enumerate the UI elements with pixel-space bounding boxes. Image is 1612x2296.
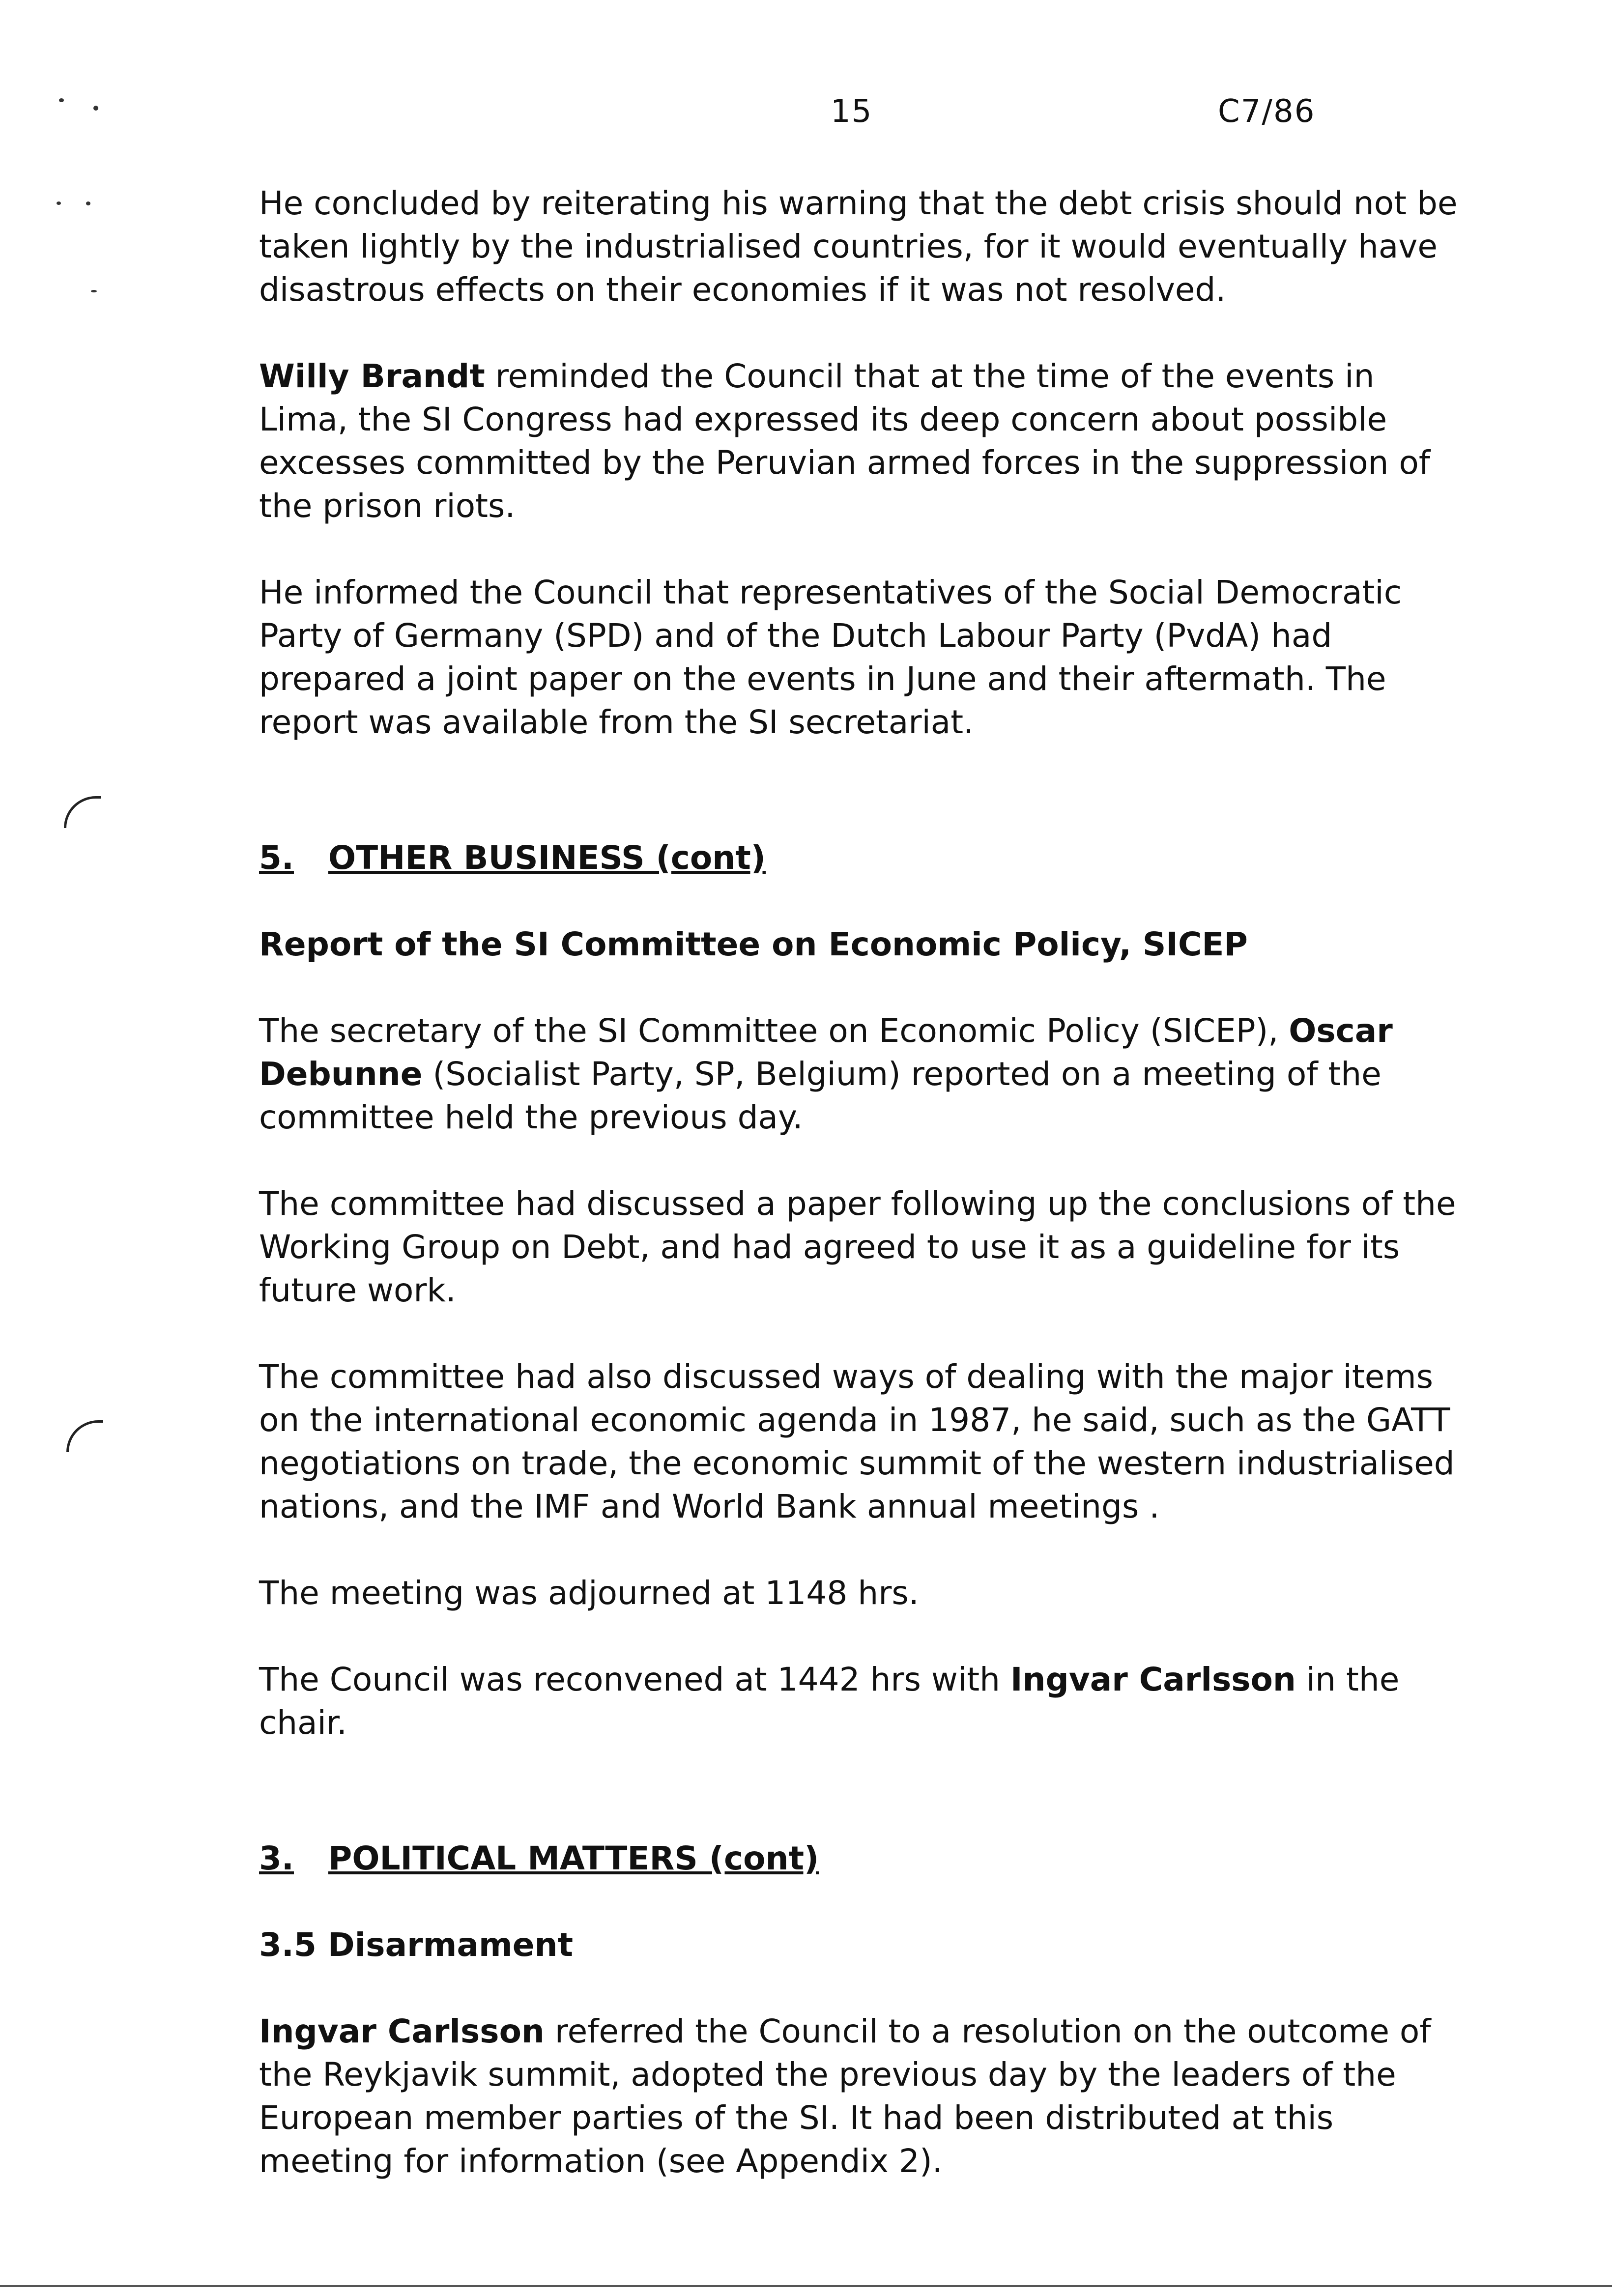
paragraph-economic-agenda: The committee had also discussed ways of dealing with the major items on the international economic agenda in 1987, he said, such as the GATT negotiations on trade, the economic summit of the western industrialised nations, and the IMF and World Bank annual meetings . xyxy=(259,1358,1455,1525)
paragraph-text: referred the Council to a resolution on the outcome of the Reykjavik summit, adopted the previous day by the leaders of the European member parties of the SI. It had been distributed at this meeting for information (see Appendix 2). xyxy=(259,2012,1431,2180)
page-number: 15 xyxy=(831,93,873,130)
speaker-name: Ingvar Carlsson xyxy=(259,2012,545,2050)
paragraph-reykjavik xyxy=(259,2010,1458,2183)
hole-punch-arc xyxy=(64,796,101,828)
paragraph-text: in the chair. xyxy=(259,1661,1400,1742)
paragraph-joint-paper: He informed the Council that representatives of the Social Democratic Party of Germany (SPD) and of the Dutch Labour Party (PvdA) had prepared a joint paper on the events in June and their aftermath. The report was available from the SI secretariat. xyxy=(259,574,1402,741)
paragraph-text: reminded the Council that at the time of the events in Lima, the SI Congress had expressed its deep concern about possible excesses committed by the Peruvian armed forces in the suppression of the prison riots. xyxy=(259,357,1431,525)
speaker-name: Ingvar Carlsson xyxy=(1010,1661,1296,1698)
bottom-scan-edge xyxy=(0,2285,1612,2287)
scan-speck xyxy=(91,290,97,292)
paragraph-adjourned: The meeting was adjourned at 1148 hrs. xyxy=(259,1574,919,1612)
scan-speck xyxy=(86,201,90,205)
section-number: 3. xyxy=(259,1839,294,1877)
paragraph-brandt xyxy=(259,355,1458,528)
paragraph-text: The Council was reconvened at 1442 hrs with xyxy=(259,1661,1010,1698)
speaker-name: Willy Brandt xyxy=(259,357,485,395)
subheading-sicep: Report of the SI Committee on Economic Policy, SICEP xyxy=(259,925,1248,963)
section-title: POLITICAL MATTERS (cont) xyxy=(328,1839,819,1877)
document-code: C7/86 xyxy=(1218,93,1316,130)
document-body xyxy=(259,182,1458,2226)
paragraph-text: (Socialist Party, SP, Belgium) reported on a meeting of the committee held the previous day. xyxy=(259,1055,1382,1136)
paragraph-working-group: The committee had discussed a paper following up the conclusions of the Working Group on Debt, and had agreed to use it as a guideline for its future work. xyxy=(259,1185,1456,1309)
scan-speck xyxy=(93,106,98,111)
scan-speck xyxy=(57,201,61,205)
section-heading-other-business xyxy=(259,836,1458,880)
section-title: OTHER BUSINESS (cont) xyxy=(328,839,766,877)
speaker-name: Oscar Debunne xyxy=(259,1012,1393,1093)
paragraph-sicep-report xyxy=(259,1009,1458,1139)
paragraph-text: The secretary of the SI Committee on Economic Policy (SICEP), xyxy=(259,1012,1289,1050)
subheading-disarmament: 3.5 Disarmament xyxy=(259,1926,574,1964)
hole-punch-arc xyxy=(66,1420,103,1452)
paragraph-reconvened xyxy=(259,1658,1458,1745)
section-heading-political-matters xyxy=(259,1837,1458,1880)
section-number: 5. xyxy=(259,839,294,877)
scan-speck xyxy=(59,98,64,102)
paragraph-debt-warning: He concluded by reiterating his warning that the debt crisis should not be taken lightly by the industrialised countries, for it would eventually have disastrous effects on their economies if it was not resolved. xyxy=(259,184,1458,309)
